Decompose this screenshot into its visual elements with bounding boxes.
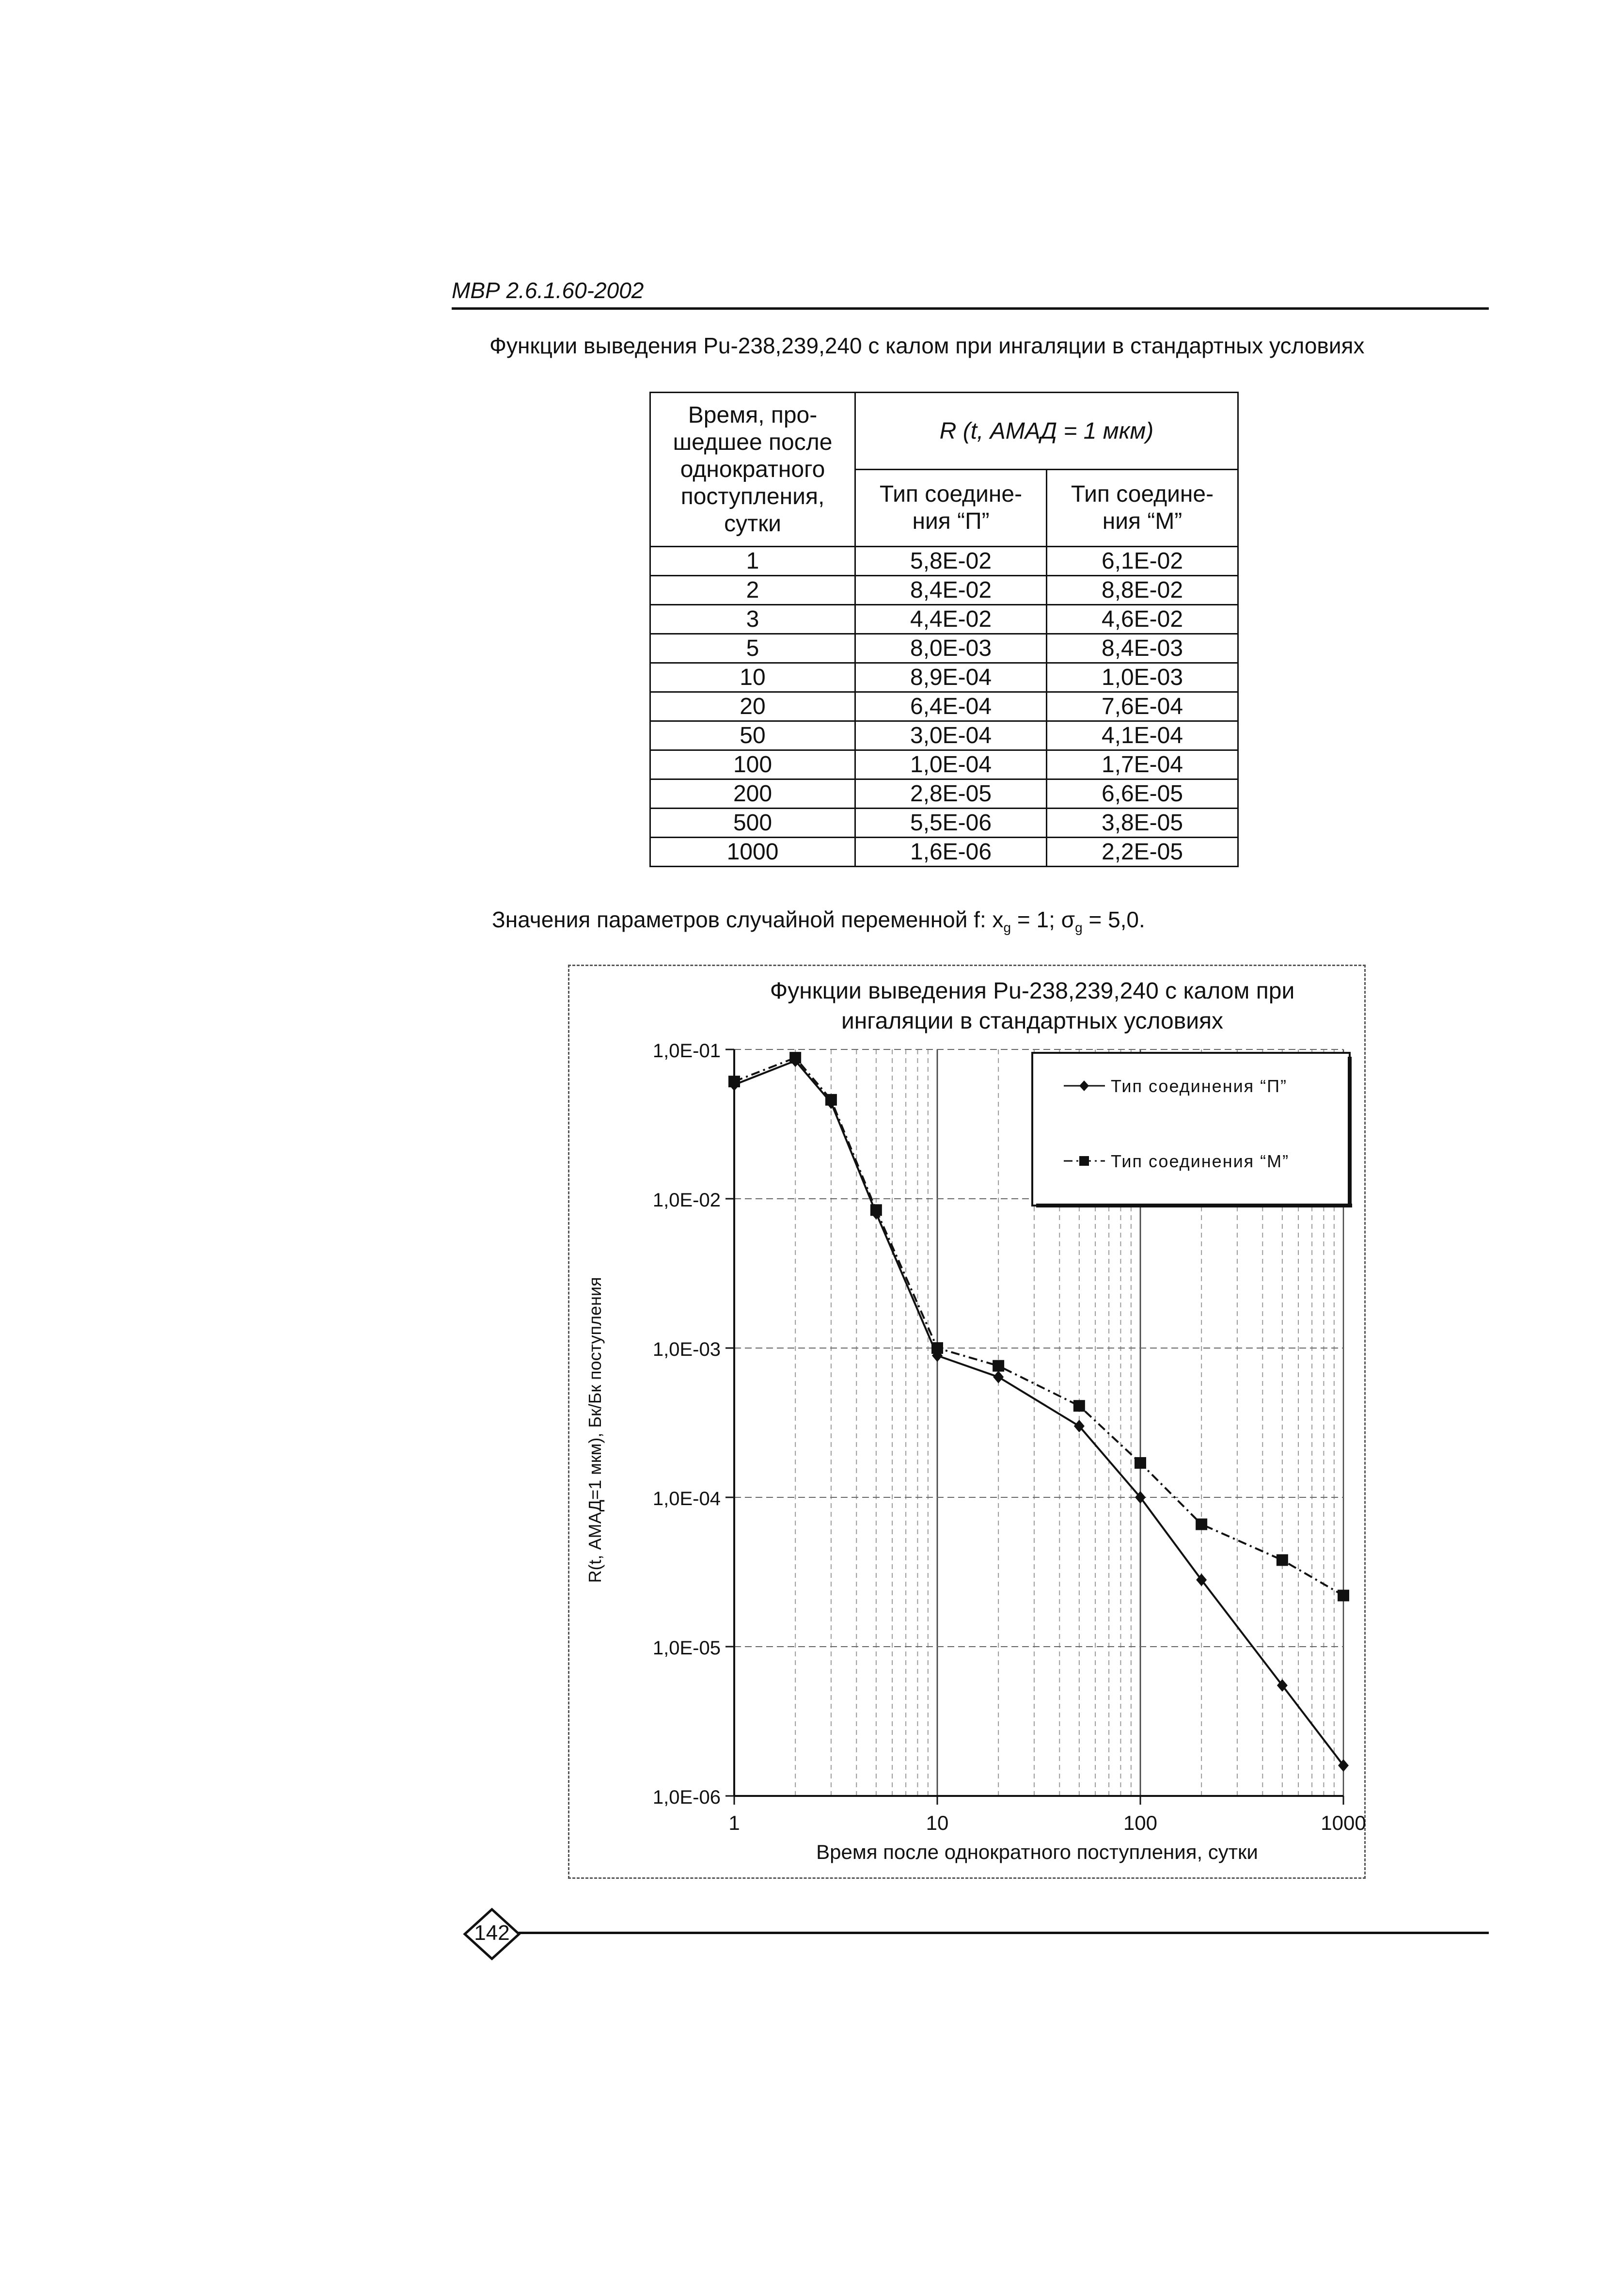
time-header-line: поступления, [680, 483, 825, 509]
data-point-square [870, 1204, 882, 1216]
value-p-cell: 8,0E-03 [855, 634, 1047, 663]
data-point-square [931, 1342, 943, 1354]
time-header-line: однократного [680, 456, 825, 482]
r-group-header: R (t, АМАД = 1 мкм) [855, 393, 1238, 470]
document-code: МВР 2.6.1.60-2002 [452, 278, 644, 303]
data-point-square [825, 1094, 837, 1106]
x-axis-label: Время после однократного поступления, сутки [816, 1841, 1258, 1863]
value-p-cell: 1,6E-06 [855, 838, 1047, 867]
time-cell: 100 [650, 750, 855, 779]
params-prefix: Значения параметров случайной переменной f: x [492, 907, 1004, 932]
value-p-cell: 6,4E-04 [855, 692, 1047, 721]
data-point-square [728, 1076, 740, 1087]
x-tick-label: 10 [926, 1811, 949, 1834]
time-cell: 10 [650, 663, 855, 692]
time-cell: 5 [650, 634, 855, 663]
value-m-cell: 8,8E-02 [1047, 576, 1238, 605]
page-number-badge [463, 1907, 521, 1961]
data-point-square [1277, 1554, 1288, 1566]
time-cell: 500 [650, 809, 855, 838]
table-title: Функции выведения Pu-238,239,240 с калом при ингаляции в стандартных условиях [489, 333, 1365, 358]
time-cell: 20 [650, 692, 855, 721]
time-cell: 1 [650, 547, 855, 576]
data-point-square [1338, 1590, 1349, 1602]
value-m-cell: 2,2E-05 [1047, 838, 1238, 867]
data-point-square [1196, 1519, 1207, 1530]
value-p-cell: 8,9E-04 [855, 663, 1047, 692]
value-m-cell: 1,7E-04 [1047, 750, 1238, 779]
y-tick-label: 1,0E-04 [652, 1488, 721, 1509]
time-cell: 200 [650, 779, 855, 809]
params-mid: = 1; σ [1011, 907, 1075, 932]
value-p-cell: 5,5E-06 [855, 809, 1047, 838]
footer-rule [519, 1932, 1489, 1934]
value-p-cell: 3,0E-04 [855, 721, 1047, 750]
time-cell: 2 [650, 576, 855, 605]
data-point-square [1073, 1400, 1085, 1412]
value-m-cell: 3,8E-05 [1047, 809, 1238, 838]
y-tick-label: 1,0E-05 [652, 1637, 721, 1659]
time-cell: 50 [650, 721, 855, 750]
value-p-cell: 5,8E-02 [855, 547, 1047, 576]
time-cell: 3 [650, 605, 855, 634]
page-number: 142 [474, 1921, 510, 1945]
value-p-cell: 2,8E-05 [855, 779, 1047, 809]
type-m-header-line: Тип соедине- [1071, 481, 1214, 507]
value-p-cell: 4,4E-02 [855, 605, 1047, 634]
legend-marker-square [1079, 1156, 1089, 1166]
type-p-header-line: ния “П” [912, 508, 990, 534]
y-tick-label: 1,0E-03 [652, 1339, 721, 1360]
chart-title-line: Функции выведения Pu-238,239,240 с калом при [770, 978, 1295, 1004]
params-subscript: g [1075, 920, 1083, 936]
value-p-cell: 1,0E-04 [855, 750, 1047, 779]
value-m-cell: 7,6E-04 [1047, 692, 1238, 721]
x-tick-label: 1 [728, 1811, 740, 1834]
data-point-square [1135, 1457, 1146, 1469]
data-point-square [993, 1360, 1004, 1372]
data-point-diamond [993, 1371, 1004, 1383]
value-m-cell: 1,0E-03 [1047, 663, 1238, 692]
value-m-cell: 6,1E-02 [1047, 547, 1238, 576]
params-suffix: = 5,0. [1082, 907, 1145, 932]
value-m-cell: 4,6E-02 [1047, 605, 1238, 634]
y-tick-label: 1,0E-02 [652, 1190, 721, 1211]
x-tick-label: 100 [1123, 1811, 1158, 1834]
value-m-cell: 6,6E-05 [1047, 779, 1238, 809]
value-p-cell: 8,4E-02 [855, 576, 1047, 605]
value-m-cell: 4,1E-04 [1047, 721, 1238, 750]
type-p-header-line: Тип соедине- [879, 481, 1023, 507]
legend-label: Тип соединения “П” [1111, 1076, 1288, 1096]
chart-title-line: ингаляции в стандартных условиях [841, 1008, 1224, 1034]
legend-label: Тип соединения “М” [1111, 1151, 1290, 1171]
y-tick-label: 1,0E-06 [652, 1787, 721, 1808]
type-m-header-line: ния “М” [1102, 508, 1183, 534]
x-tick-label: 1000 [1321, 1811, 1366, 1834]
time-header-line: шедшее после [673, 429, 833, 455]
params-subscript: g [1003, 920, 1011, 936]
data-point-square [789, 1052, 801, 1064]
time-header-line: сутки [724, 510, 781, 537]
y-tick-label: 1,0E-01 [652, 1040, 721, 1062]
value-m-cell: 8,4E-03 [1047, 634, 1238, 663]
time-header-line: Время, про- [688, 402, 818, 428]
time-cell: 1000 [650, 838, 855, 867]
y-axis-label: R(t, АМАД=1 мкм), Бк/Бк поступления [585, 1277, 605, 1583]
